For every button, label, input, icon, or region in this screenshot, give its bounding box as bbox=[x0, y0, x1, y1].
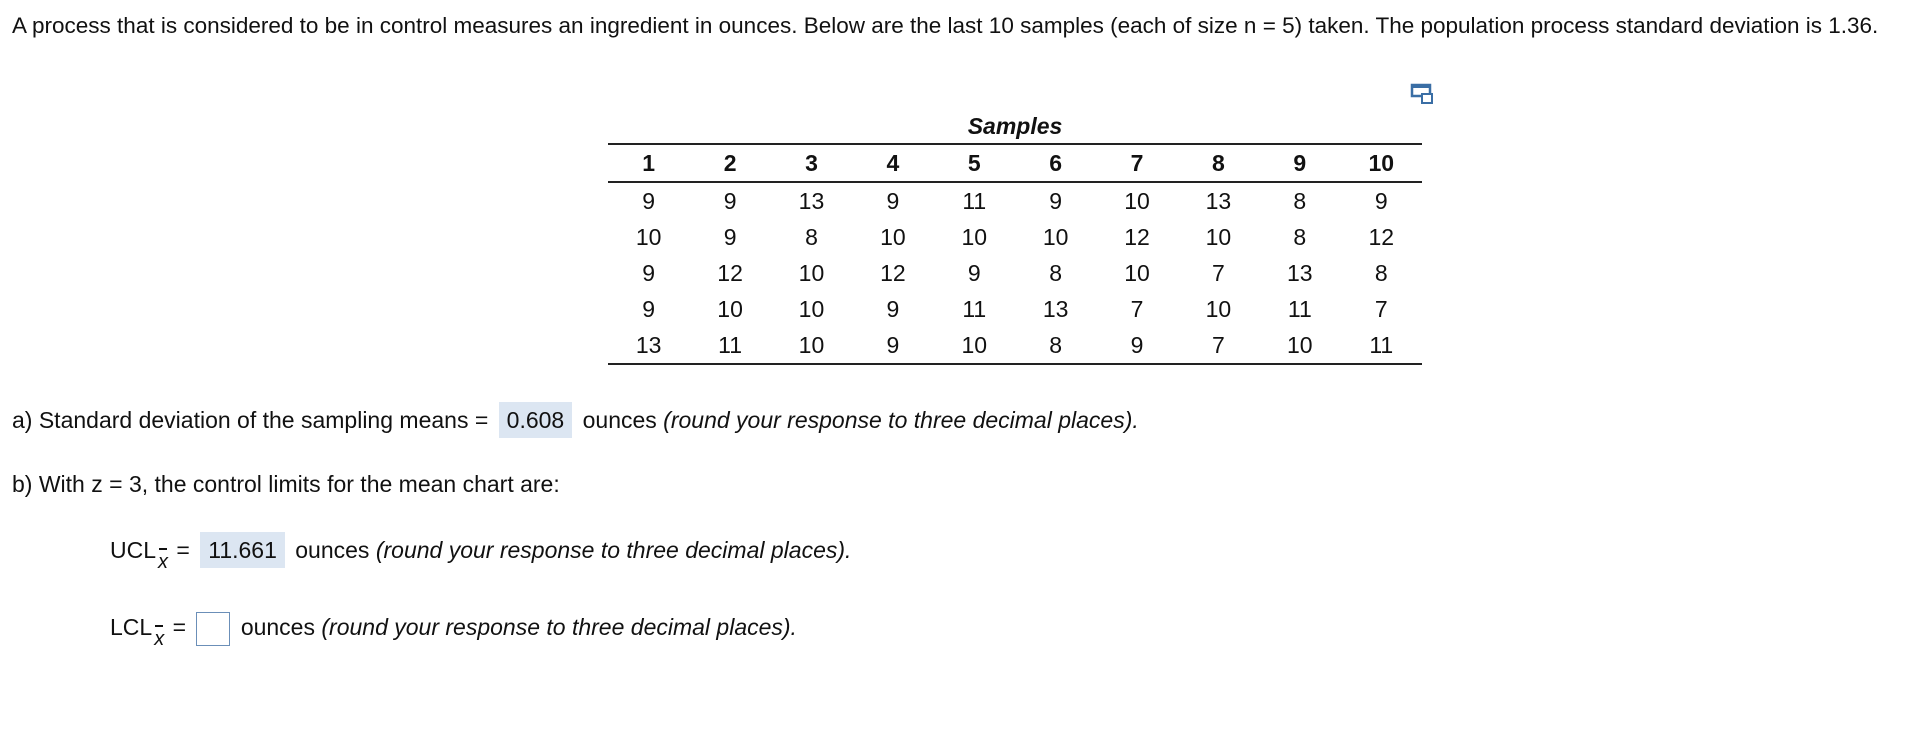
table-cell: 9 bbox=[642, 187, 656, 214]
table-row bbox=[608, 219, 1422, 255]
column-header: 7 bbox=[1096, 144, 1177, 182]
samples-table-container bbox=[608, 109, 1422, 365]
table-cell: 12 bbox=[1124, 223, 1150, 250]
column-header: 2 bbox=[689, 144, 770, 182]
lcl-hint: (round your response to three decimal places). bbox=[321, 614, 797, 640]
table-cell: 9 bbox=[886, 295, 900, 322]
part-a-line bbox=[12, 402, 1139, 438]
part-a-prefix: a) Standard deviation of the sampling means = bbox=[12, 407, 489, 433]
column-header: 3 bbox=[771, 144, 852, 182]
table-cell: 7 bbox=[1212, 259, 1225, 286]
table-cell: 13 bbox=[608, 327, 689, 364]
table-cell: 12 bbox=[717, 259, 743, 286]
table-cell: 8 bbox=[1049, 259, 1063, 286]
lcl-equals: = bbox=[172, 614, 187, 640]
table-cell: 9 bbox=[852, 327, 933, 364]
table-cell: 11 bbox=[1287, 295, 1312, 322]
table-cell: 9 bbox=[1374, 187, 1388, 214]
lcl-answer-input[interactable] bbox=[196, 612, 230, 646]
table-row bbox=[608, 182, 1422, 219]
column-header: 5 bbox=[934, 144, 1015, 182]
ucl-unit: ounces bbox=[295, 537, 370, 563]
table-cell: 11 bbox=[1341, 327, 1422, 364]
table-cell: 10 bbox=[961, 223, 988, 250]
column-header: 6 bbox=[1015, 144, 1096, 182]
table-cell: 8 bbox=[1293, 223, 1307, 250]
table-cell: 10 bbox=[934, 327, 1015, 364]
table-cell: 11 bbox=[689, 327, 770, 364]
table-cell: 12 bbox=[880, 259, 906, 286]
ucl-answer-field[interactable]: 11.661 bbox=[200, 532, 285, 568]
table-cell: 13 bbox=[798, 187, 825, 214]
lcl-label: LCL x bbox=[110, 609, 166, 647]
table-cell: 9 bbox=[642, 295, 656, 322]
ucl-hint: (round your response to three decimal places). bbox=[375, 537, 852, 563]
table-cell: 7 bbox=[1374, 295, 1388, 322]
table-cell: 10 bbox=[1124, 187, 1150, 214]
column-header: 1 bbox=[608, 144, 689, 182]
table-cell: 11 bbox=[962, 187, 987, 214]
table-cell: 10 bbox=[798, 259, 825, 286]
table-cell: 8 bbox=[805, 223, 818, 250]
table-cell: 9 bbox=[967, 259, 981, 286]
ucl-equals: = bbox=[176, 537, 190, 563]
ucl-label: UCL x bbox=[110, 532, 170, 570]
table-cell: 9 bbox=[642, 259, 656, 286]
table-cell: 9 bbox=[1049, 187, 1063, 214]
part-a-answer-field[interactable]: 0.608 bbox=[499, 402, 573, 438]
table-cell: 10 bbox=[771, 327, 852, 364]
table-body bbox=[608, 182, 1422, 364]
x-bar-subscript: x bbox=[152, 621, 166, 657]
table-cell: 9 bbox=[723, 187, 737, 214]
part-a-unit: ounces bbox=[582, 407, 657, 433]
table-cell: 10 bbox=[1259, 327, 1340, 364]
part-b-line: b) With z = 3, the control limits for the mean chart are: bbox=[12, 471, 560, 497]
table-cell: 7 bbox=[1130, 295, 1144, 322]
ucl-line bbox=[110, 532, 852, 573]
table-row bbox=[608, 255, 1422, 291]
table-header-row bbox=[608, 144, 1422, 182]
table-cell: 10 bbox=[717, 295, 743, 322]
table-row bbox=[608, 327, 1422, 364]
column-header: 8 bbox=[1178, 144, 1259, 182]
table-cell: 13 bbox=[1205, 187, 1232, 214]
part-a-hint: (round your response to three decimal places). bbox=[663, 407, 1139, 433]
table-cell: 10 bbox=[1205, 295, 1232, 322]
table-cell: 13 bbox=[1287, 259, 1313, 286]
table-cell: 8 bbox=[1293, 187, 1307, 214]
lcl-line bbox=[110, 609, 797, 650]
table-cell: 10 bbox=[635, 223, 662, 250]
table-cell: 7 bbox=[1178, 327, 1259, 364]
table-cell: 10 bbox=[798, 295, 825, 322]
column-header: 9 bbox=[1259, 144, 1340, 182]
copy-table-icon[interactable] bbox=[1410, 82, 1438, 106]
table-cell: 10 bbox=[1205, 223, 1232, 250]
table-cell: 13 bbox=[1042, 295, 1069, 322]
table-cell: 10 bbox=[880, 223, 906, 250]
table-cell: 9 bbox=[886, 187, 900, 214]
table-cell: 9 bbox=[723, 223, 737, 250]
table-cell: 11 bbox=[962, 295, 987, 322]
table-cell: 9 bbox=[1096, 327, 1177, 364]
lcl-unit: ounces bbox=[240, 614, 315, 640]
column-header: 10 bbox=[1341, 144, 1422, 182]
x-bar-subscript: x bbox=[156, 544, 170, 580]
table-cell: 12 bbox=[1368, 223, 1395, 250]
problem-statement: A process that is considered to be in control measures an ingredient in ounces. Below are the last 10 samples (each of size n = 5) taken. The population process standard deviation is 1.36. bbox=[12, 13, 1879, 38]
column-header: 4 bbox=[852, 144, 933, 182]
table-cell: 8 bbox=[1015, 327, 1096, 364]
table-caption: Samples bbox=[967, 113, 1063, 139]
table-cell: 10 bbox=[1042, 223, 1069, 250]
table-row bbox=[608, 291, 1422, 327]
table-cell: 8 bbox=[1374, 259, 1388, 286]
table-cell: 10 bbox=[1124, 259, 1150, 286]
samples-table bbox=[608, 143, 1422, 365]
